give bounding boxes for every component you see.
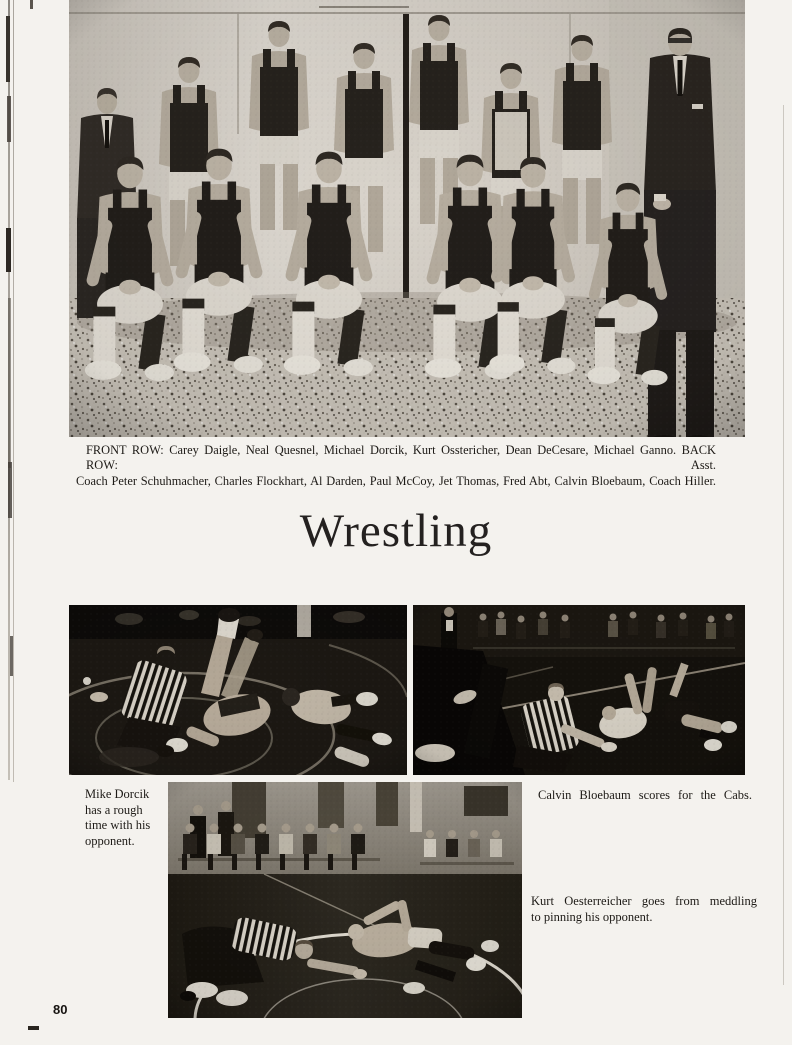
action-photo-bottom: [168, 782, 522, 1018]
action-photo-right: [413, 605, 745, 775]
page-title: Wrestling: [299, 505, 493, 557]
caption-calvin-bloebaum: Calvin Bloebaum scores for the Cabs.: [538, 788, 752, 802]
team-photo-caption: FRONT ROW: Carey Daigle, Neal Quesnel, Michael Dorcik, Kurt Osstericher, Dean DeCesare, Michael Ganno. BACK ROW: Asst. Coach Peter Schuhmacher, Charles Flockhart, Al Darden, Paul McCoy, Jet Thomas, Fred Abt, Calvin Bloebaum, Coach Hiller.: [76, 443, 716, 488]
team-photo: [69, 0, 745, 437]
caption-mike-dorcik: Mike Dorcik has a rough time with his opponent.: [85, 787, 151, 848]
caption-kurt-oesterreicher: Kurt Oesterreicher goes from meddling to pinning his opponent.: [531, 894, 757, 924]
page-number: 80: [53, 1002, 68, 1017]
action-photo-left: [69, 605, 407, 775]
